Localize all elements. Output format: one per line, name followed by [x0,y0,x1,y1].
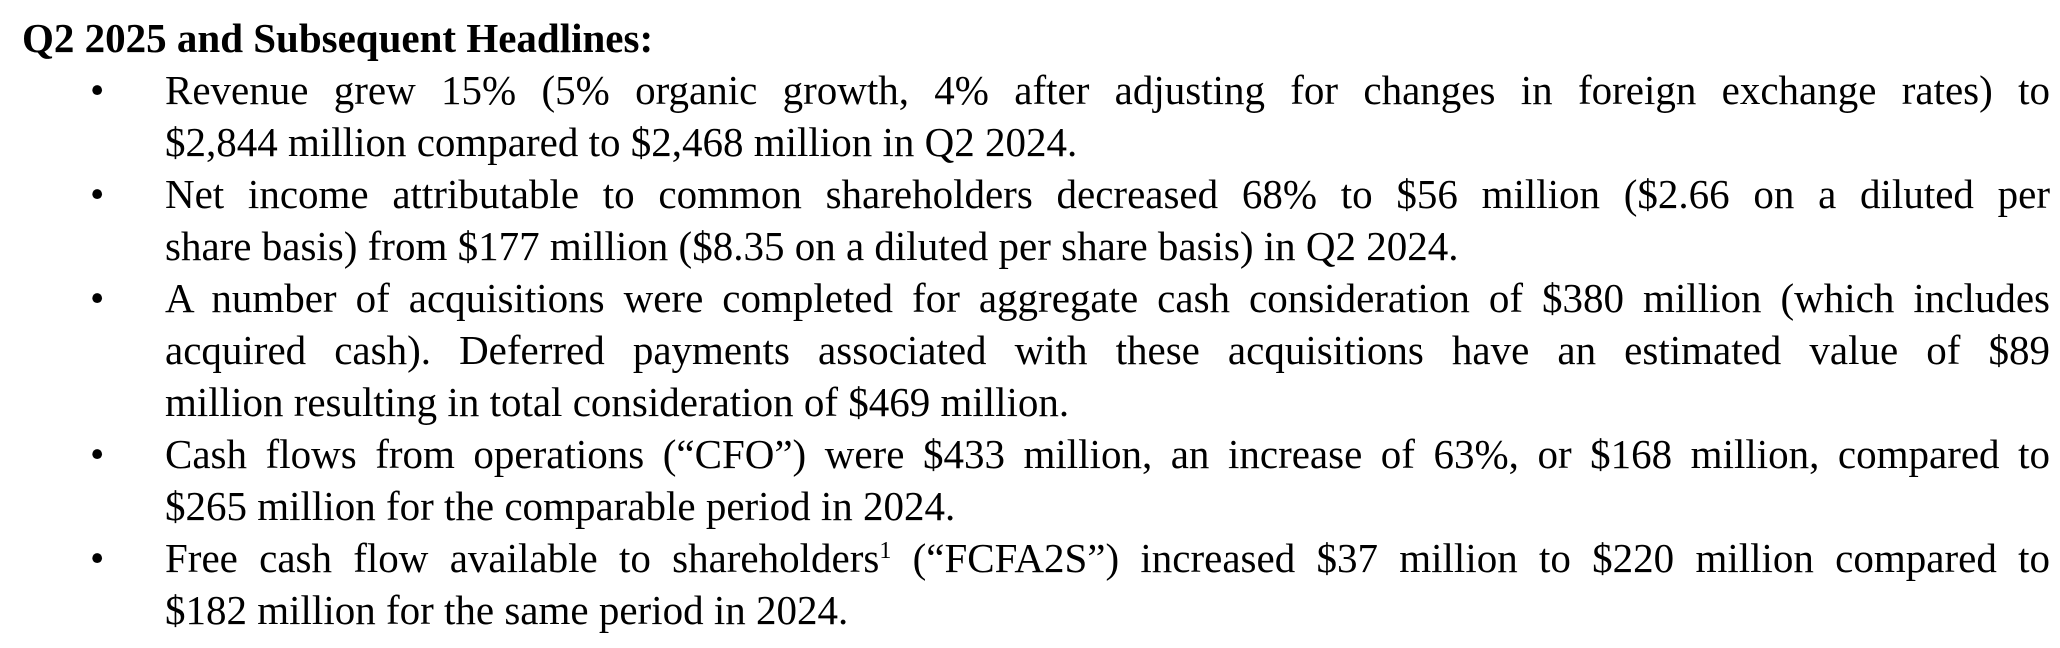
section-heading: Q2 2025 and Subsequent Headlines: [22,15,654,61]
list-item-free-cash-flow [22,532,2050,636]
headline-list [22,64,2050,636]
bullet-icon: • [90,171,105,217]
list-item-net-income [22,168,2050,272]
list-item-acquisitions [22,272,2050,428]
list-item-line: $265 million for the comparable period in 2024. [165,483,956,529]
list-item-cash-flows [22,428,2050,532]
list-item-line: Revenue grew 15% (5% organic growth, 4% after adjusting for changes in foreign exchange rates) to [165,67,2050,113]
document-body [22,12,2050,636]
bullet-icon: • [90,67,105,113]
list-item-line: acquired cash). Deferred payments associated with these acquisitions have an estimated value of $89 [165,327,2050,373]
list-item-line: $2,844 million compared to $2,468 million in Q2 2024. [165,119,1078,165]
footnote-marker: 1 [879,538,892,564]
bullet-icon: • [90,275,105,321]
list-item-line [165,532,2050,584]
list-item-line: share basis) from $177 million ($8.35 on a diluted per share basis) in Q2 2024. [165,223,1459,269]
list-item-line: million resulting in total consideration of $469 million. [165,379,1070,425]
list-item-line: Cash flows from operations (“CFO”) were $433 million, an increase of 63%, or $168 million, compared to [165,431,2050,477]
bullet-icon: • [90,535,105,581]
list-item-line: A number of acquisitions were completed for aggregate cash consideration of $380 million (which includes [165,275,2050,321]
list-item-revenue [22,64,2050,168]
fcf-text-end: (“FCFA2S”) increased $37 million to $220 million compared to [891,535,2050,581]
list-item-line: Net income attributable to common shareholders decreased 68% to $56 million ($2.66 on a diluted per [165,171,2050,217]
list-item-line: $182 million for the same period in 2024. [165,587,849,633]
fcf-text-start: Free cash flow available to shareholders [165,535,880,581]
bullet-icon: • [90,431,105,477]
